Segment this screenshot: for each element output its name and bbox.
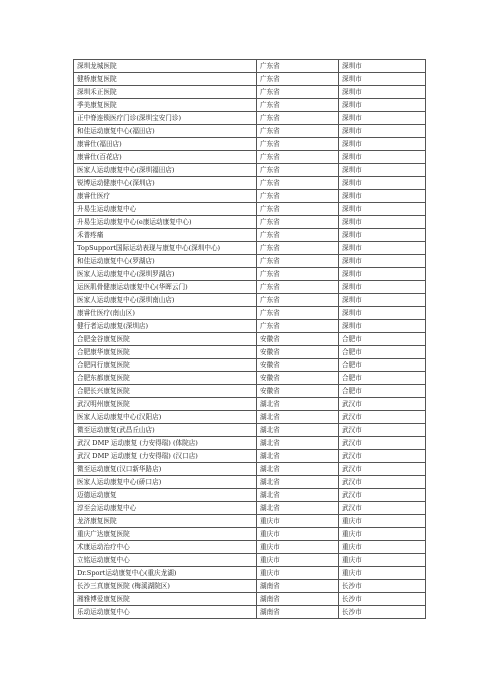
province-cell: 广东省: [257, 268, 339, 281]
institution-name-cell: 迈德运动康复: [74, 489, 257, 502]
institution-name-cell: 乐动运动康复中心: [74, 606, 257, 619]
institution-name-cell: 术康运动治疗中心: [74, 541, 257, 554]
city-cell: 长沙市: [339, 580, 426, 593]
institution-name-cell: 武汉明州康复医院: [74, 398, 257, 411]
province-cell: 广东省: [257, 320, 339, 333]
institution-name-cell: 深圳禾正医院: [74, 86, 257, 99]
province-cell: 湖北省: [257, 502, 339, 515]
institution-name-cell: 长沙三真康复医院 (梅溪湖院区): [74, 580, 257, 593]
city-cell: 深圳市: [339, 99, 426, 112]
table-row: [74, 398, 426, 411]
table-row: [74, 229, 426, 242]
table-row: [74, 203, 426, 216]
table-body: [74, 60, 426, 619]
institution-name-cell: 合肥东都康复医院: [74, 372, 257, 385]
province-cell: 广东省: [257, 60, 339, 73]
city-cell: 合肥市: [339, 372, 426, 385]
province-cell: 湖北省: [257, 424, 339, 437]
institution-name-cell: 正中脊连锁医疗门诊(深圳宝安门诊): [74, 112, 257, 125]
institution-name-cell: 升易生运动康复中心: [74, 203, 257, 216]
province-cell: 广东省: [257, 216, 339, 229]
province-cell: 广东省: [257, 203, 339, 216]
province-cell: 广东省: [257, 190, 339, 203]
table-row: [74, 164, 426, 177]
city-cell: 重庆市: [339, 541, 426, 554]
institution-name-cell: 合肥康华康复医院: [74, 346, 257, 359]
institution-name-cell: 武汉 DMP 运动康复 (力安得瑞) (体院店): [74, 437, 257, 450]
table-row: [74, 307, 426, 320]
table-row: [74, 489, 426, 502]
city-cell: 武汉市: [339, 502, 426, 515]
city-cell: 深圳市: [339, 203, 426, 216]
table-row: [74, 86, 426, 99]
province-cell: 安徽省: [257, 333, 339, 346]
table-row: [74, 190, 426, 203]
province-cell: 广东省: [257, 229, 339, 242]
institution-name-cell: 深圳龙城医院: [74, 60, 257, 73]
institution-name-cell: 健行者运动康复(深圳店): [74, 320, 257, 333]
city-cell: 合肥市: [339, 333, 426, 346]
province-cell: 广东省: [257, 112, 339, 125]
province-cell: 湖北省: [257, 450, 339, 463]
city-cell: 合肥市: [339, 346, 426, 359]
table-row: [74, 60, 426, 73]
city-cell: 深圳市: [339, 164, 426, 177]
city-cell: 深圳市: [339, 138, 426, 151]
table-row: [74, 333, 426, 346]
table-row: [74, 242, 426, 255]
institution-name-cell: 医家人运动康复中心(深圳罗湖店): [74, 268, 257, 281]
table-row: [74, 320, 426, 333]
city-cell: 重庆市: [339, 567, 426, 580]
table-row: [74, 541, 426, 554]
city-cell: 深圳市: [339, 255, 426, 268]
institution-name-cell: 武汉 DMP 运动康复 (力安得瑞) (汉口店): [74, 450, 257, 463]
institution-name-cell: 湘雅博爱康复医院: [74, 593, 257, 606]
city-cell: 深圳市: [339, 190, 426, 203]
table-row: [74, 463, 426, 476]
city-cell: 武汉市: [339, 437, 426, 450]
table-row: [74, 216, 426, 229]
province-cell: 安徽省: [257, 346, 339, 359]
city-cell: 长沙市: [339, 606, 426, 619]
table-row: [74, 476, 426, 489]
city-cell: 武汉市: [339, 424, 426, 437]
institution-name-cell: 和佳运动康复中心(福田店): [74, 125, 257, 138]
institution-name-cell: 微至运动康复(武昌丘山店): [74, 424, 257, 437]
table-row: [74, 73, 426, 86]
city-cell: 深圳市: [339, 320, 426, 333]
province-cell: 湖北省: [257, 489, 339, 502]
table-row: [74, 346, 426, 359]
table-row: [74, 138, 426, 151]
city-cell: 深圳市: [339, 281, 426, 294]
city-cell: 深圳市: [339, 112, 426, 125]
city-cell: 武汉市: [339, 450, 426, 463]
province-cell: 湖南省: [257, 593, 339, 606]
table-row: [74, 515, 426, 528]
city-cell: 长沙市: [339, 593, 426, 606]
table-row: [74, 385, 426, 398]
table-row: [74, 255, 426, 268]
table-row: [74, 502, 426, 515]
city-cell: 深圳市: [339, 125, 426, 138]
table-row: [74, 372, 426, 385]
institution-name-cell: 季美康复医院: [74, 99, 257, 112]
province-cell: 安徽省: [257, 372, 339, 385]
institution-name-cell: 重庆广达康复医院: [74, 528, 257, 541]
city-cell: 合肥市: [339, 385, 426, 398]
table-row: [74, 450, 426, 463]
province-cell: 广东省: [257, 242, 339, 255]
institution-name-cell: 立铭运动康复中心: [74, 554, 257, 567]
institution-name-cell: 医家人运动康复中心(深圳南山店): [74, 294, 257, 307]
province-cell: 广东省: [257, 177, 339, 190]
province-cell: 广东省: [257, 255, 339, 268]
institution-name-cell: 运医肌骨健康运动康复中心(华晖云门): [74, 281, 257, 294]
province-cell: 安徽省: [257, 359, 339, 372]
institution-name-cell: 升易生运动康复中心(e康运动康复中心): [74, 216, 257, 229]
table-row: [74, 99, 426, 112]
province-cell: 重庆市: [257, 554, 339, 567]
city-cell: 深圳市: [339, 60, 426, 73]
province-cell: 湖北省: [257, 411, 339, 424]
city-cell: 深圳市: [339, 229, 426, 242]
city-cell: 武汉市: [339, 398, 426, 411]
city-cell: 重庆市: [339, 515, 426, 528]
institution-name-cell: 合肥同行康复医院: [74, 359, 257, 372]
table-row: [74, 567, 426, 580]
province-cell: 重庆市: [257, 567, 339, 580]
table-row: [74, 593, 426, 606]
institution-name-cell: 龙济康复医院: [74, 515, 257, 528]
province-cell: 广东省: [257, 307, 339, 320]
institution-name-cell: 康睿仕医疗: [74, 190, 257, 203]
table-row: [74, 606, 426, 619]
table-row: [74, 112, 426, 125]
province-cell: 广东省: [257, 151, 339, 164]
table-row: [74, 177, 426, 190]
province-cell: 湖南省: [257, 580, 339, 593]
city-cell: 武汉市: [339, 463, 426, 476]
province-cell: 广东省: [257, 86, 339, 99]
institution-name-cell: 禾普疼痛: [74, 229, 257, 242]
city-cell: 深圳市: [339, 177, 426, 190]
province-cell: 广东省: [257, 73, 339, 86]
province-cell: 湖北省: [257, 437, 339, 450]
province-cell: 广东省: [257, 125, 339, 138]
province-cell: 广东省: [257, 164, 339, 177]
city-cell: 重庆市: [339, 528, 426, 541]
table-row: [74, 151, 426, 164]
institution-name-cell: 医家人运动康复中心(汉阳店): [74, 411, 257, 424]
table-row: [74, 125, 426, 138]
province-cell: 重庆市: [257, 541, 339, 554]
province-cell: 重庆市: [257, 515, 339, 528]
province-cell: 重庆市: [257, 528, 339, 541]
city-cell: 重庆市: [339, 554, 426, 567]
institution-name-cell: 锐博运动健康中心(深圳店): [74, 177, 257, 190]
province-cell: 广东省: [257, 138, 339, 151]
city-cell: 深圳市: [339, 307, 426, 320]
province-cell: 湖北省: [257, 476, 339, 489]
table-row: [74, 554, 426, 567]
institution-name-cell: 康睿仕医疗(南山区): [74, 307, 257, 320]
institution-name-cell: TopSupport国际运动表现与康复中心(深圳中心): [74, 242, 257, 255]
city-cell: 武汉市: [339, 489, 426, 502]
province-cell: 广东省: [257, 294, 339, 307]
institution-name-cell: 健桥康复医院: [74, 73, 257, 86]
city-cell: 深圳市: [339, 294, 426, 307]
institution-name-cell: 康睿仕(百花店): [74, 151, 257, 164]
city-cell: 深圳市: [339, 86, 426, 99]
table-row: [74, 281, 426, 294]
city-cell: 合肥市: [339, 359, 426, 372]
table-row: [74, 528, 426, 541]
institution-name-cell: 和佳运动康复中心(罗湖店): [74, 255, 257, 268]
province-cell: 湖南省: [257, 606, 339, 619]
city-cell: 深圳市: [339, 73, 426, 86]
city-cell: 武汉市: [339, 411, 426, 424]
table-row: [74, 411, 426, 424]
province-cell: 广东省: [257, 99, 339, 112]
city-cell: 武汉市: [339, 476, 426, 489]
province-cell: 湖北省: [257, 463, 339, 476]
table-row: [74, 424, 426, 437]
city-cell: 深圳市: [339, 151, 426, 164]
institution-name-cell: 医家人运动康复中心(深圳福田店): [74, 164, 257, 177]
table-row: [74, 294, 426, 307]
province-cell: 安徽省: [257, 385, 339, 398]
table-row: [74, 359, 426, 372]
province-cell: 广东省: [257, 281, 339, 294]
institution-name-cell: 微至运动康复(汉口新华路店): [74, 463, 257, 476]
table-row: [74, 268, 426, 281]
institution-name-cell: 合肥金谷康复医院: [74, 333, 257, 346]
institution-name-cell: Dr.Sport运动康复中心(重庆龙湖): [74, 567, 257, 580]
institution-name-cell: 淳至会运动康复中心: [74, 502, 257, 515]
institution-name-cell: 康睿仕(福田店): [74, 138, 257, 151]
institution-name-cell: 合肥长兴康复医院: [74, 385, 257, 398]
table-row: [74, 437, 426, 450]
city-cell: 深圳市: [339, 242, 426, 255]
hospital-table: [73, 59, 426, 619]
city-cell: 深圳市: [339, 216, 426, 229]
table-row: [74, 580, 426, 593]
city-cell: 深圳市: [339, 268, 426, 281]
province-cell: 湖北省: [257, 398, 339, 411]
institution-name-cell: 医家人运动康复中心(硚口店): [74, 476, 257, 489]
